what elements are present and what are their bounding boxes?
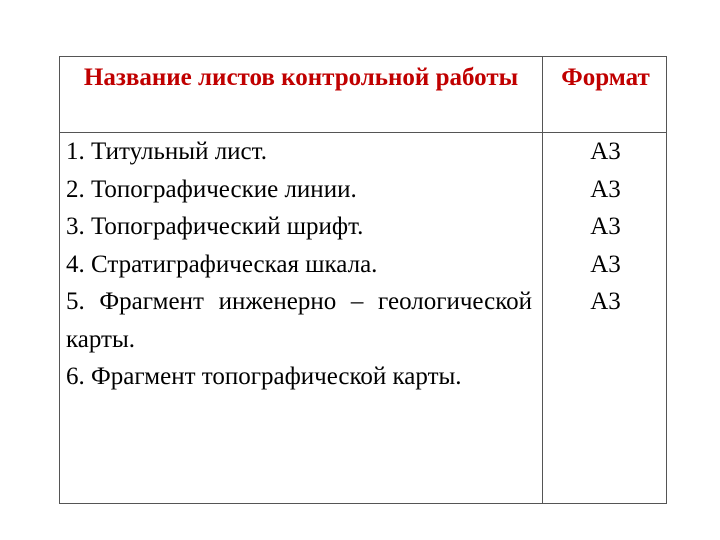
list-item: 4. Стратиграфическая шкала. [66,250,378,278]
list-item: 6. Фрагмент топографической карты. [66,363,462,390]
header-sheet-names: Название листов контрольной работы [83,64,519,91]
format-list [543,133,668,321]
sheet-list [66,133,532,396]
list-item: 1. Титульный лист. [66,138,267,165]
format-value: А3 [590,250,621,278]
header-format: Формат [561,64,650,91]
format-value: А3 [590,175,621,203]
list-item: 3. Топографический шрифт. [66,213,364,240]
list-item: 5. Фрагмент инженерно – геологической карты. [66,288,532,353]
list-item: 2. Топографические линии. [66,175,357,203]
sheets-table [59,56,667,504]
format-value: А3 [590,138,621,165]
format-value: А3 [590,213,621,240]
format-value: А3 [590,288,621,315]
